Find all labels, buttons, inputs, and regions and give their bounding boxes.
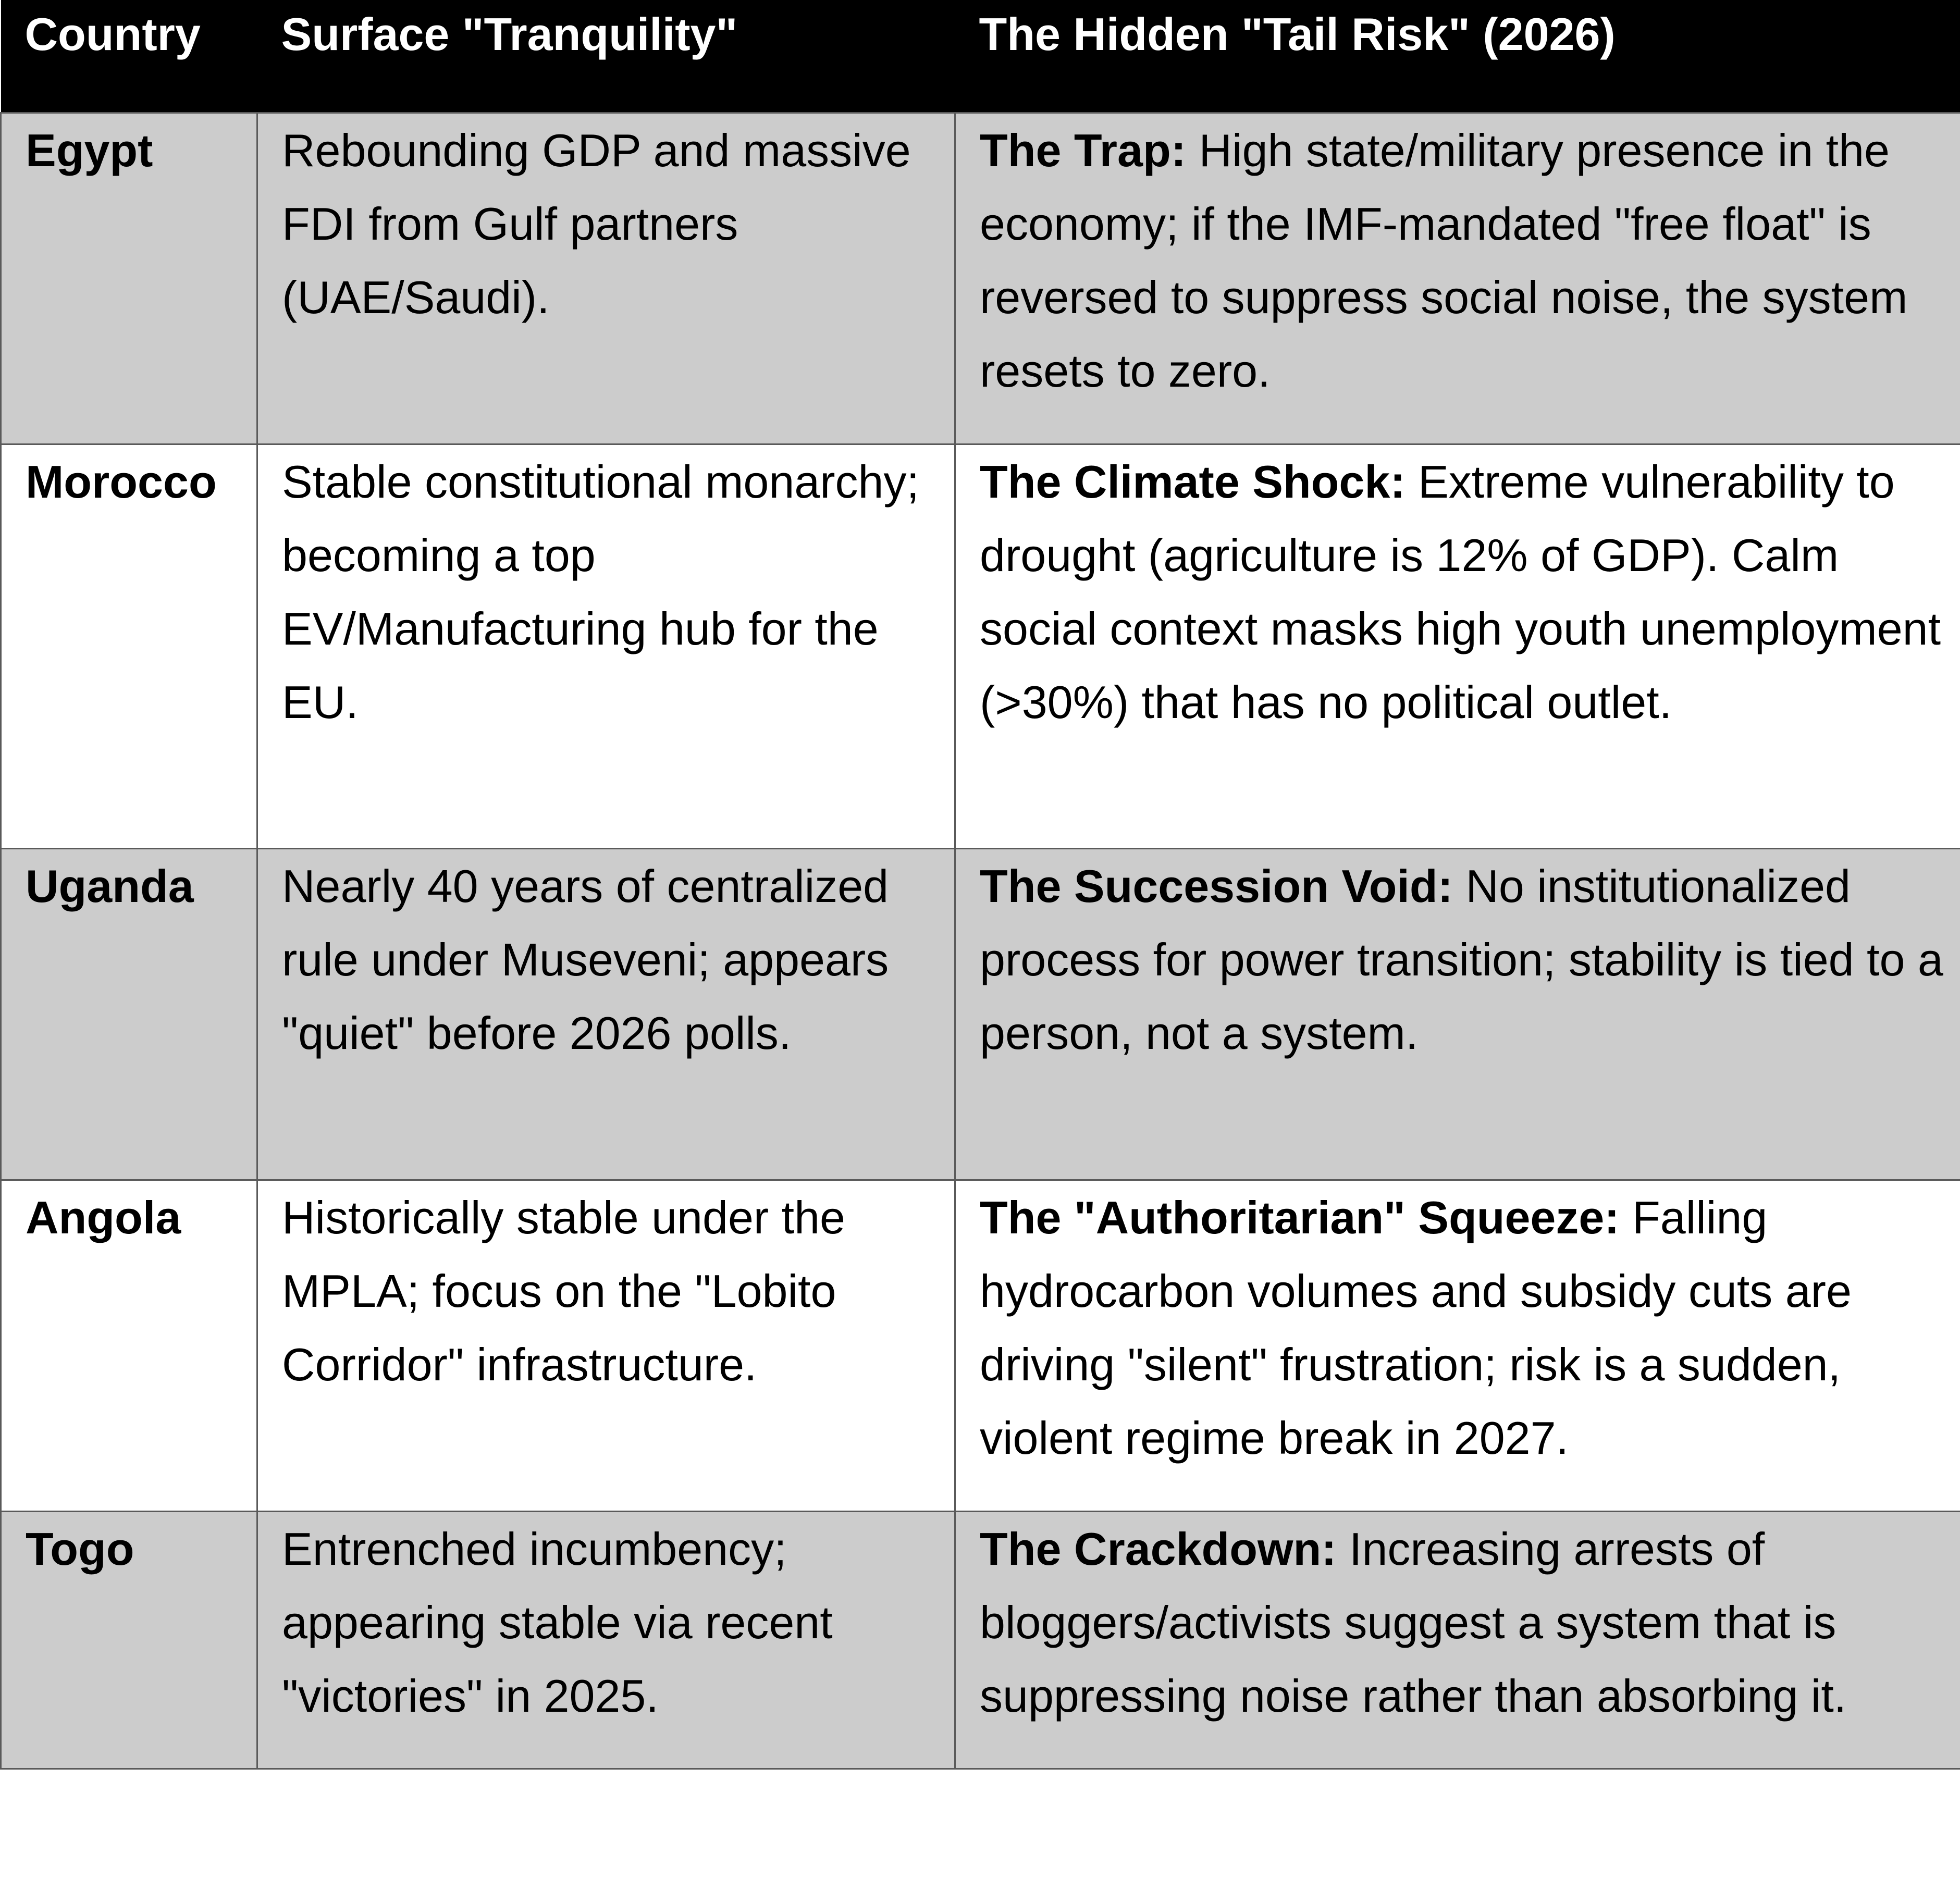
table-header: [1, 0, 1960, 113]
risk-lead: The Climate Shock:: [980, 455, 1406, 508]
country-cell: Uganda: [1, 848, 257, 1180]
risk-text: No institutionalized process for power transition; stability is tied to a person, not a system.: [980, 860, 1943, 1059]
header-country: Country: [1, 0, 257, 113]
surface-cell: Stable constitutional monarchy; becoming a top EV/Manufacturing hub for the EU.: [257, 444, 955, 848]
surface-cell: Rebounding GDP and massive FDI from Gulf partners (UAE/Saudi).: [257, 113, 955, 444]
risk-text: High state/military presence in the economy; if the IMF-mandated "free float" is reversed to suppress social noise, the system resets to zero.: [980, 124, 1908, 397]
country-cell: Morocco: [1, 444, 257, 848]
risk-lead: The Crackdown:: [980, 1523, 1337, 1575]
risk-cell: [955, 848, 1960, 1180]
table-row: [1, 444, 1960, 848]
surface-cell: Nearly 40 years of centralized rule under Museveni; appears "quiet" before 2026 polls.: [257, 848, 955, 1180]
country-cell: Angola: [1, 1180, 257, 1511]
risk-lead: The "Authoritarian" Squeeze:: [980, 1191, 1620, 1243]
header-risk: The Hidden "Tail Risk" (2026): [955, 0, 1960, 113]
table-row: [1, 1511, 1960, 1769]
risk-lead: The Succession Void:: [980, 860, 1453, 912]
header-row: [1, 0, 1960, 113]
risk-cell: [955, 113, 1960, 444]
risk-cell: [955, 1180, 1960, 1511]
risk-text: Increasing arrests of bloggers/activists suggest a system that is suppressing noise rather than absorbing it.: [980, 1523, 1847, 1722]
risk-text: Extreme vulnerability to drought (agriculture is 12% of GDP). Calm social context masks high youth unemployment (>30%) that has no political outlet.: [980, 455, 1941, 728]
risk-cell: [955, 444, 1960, 848]
risk-lead: The Trap:: [980, 124, 1187, 176]
country-cell: Togo: [1, 1511, 257, 1769]
table-row: [1, 113, 1960, 444]
risk-text: Falling hydrocarbon volumes and subsidy cuts are driving "silent" frustration; risk is a sudden, violent regime break in 2027.: [980, 1191, 1852, 1464]
table-body: [1, 113, 1960, 1769]
country-cell: Egypt: [1, 113, 257, 444]
risk-cell: [955, 1511, 1960, 1769]
table-row: [1, 1180, 1960, 1511]
header-surface: Surface "Tranquility": [257, 0, 955, 113]
table-row: [1, 848, 1960, 1180]
surface-cell: Historically stable under the MPLA; focus on the "Lobito Corridor" infrastructure.: [257, 1180, 955, 1511]
surface-cell: Entrenched incumbency; appearing stable via recent "victories" in 2025.: [257, 1511, 955, 1769]
